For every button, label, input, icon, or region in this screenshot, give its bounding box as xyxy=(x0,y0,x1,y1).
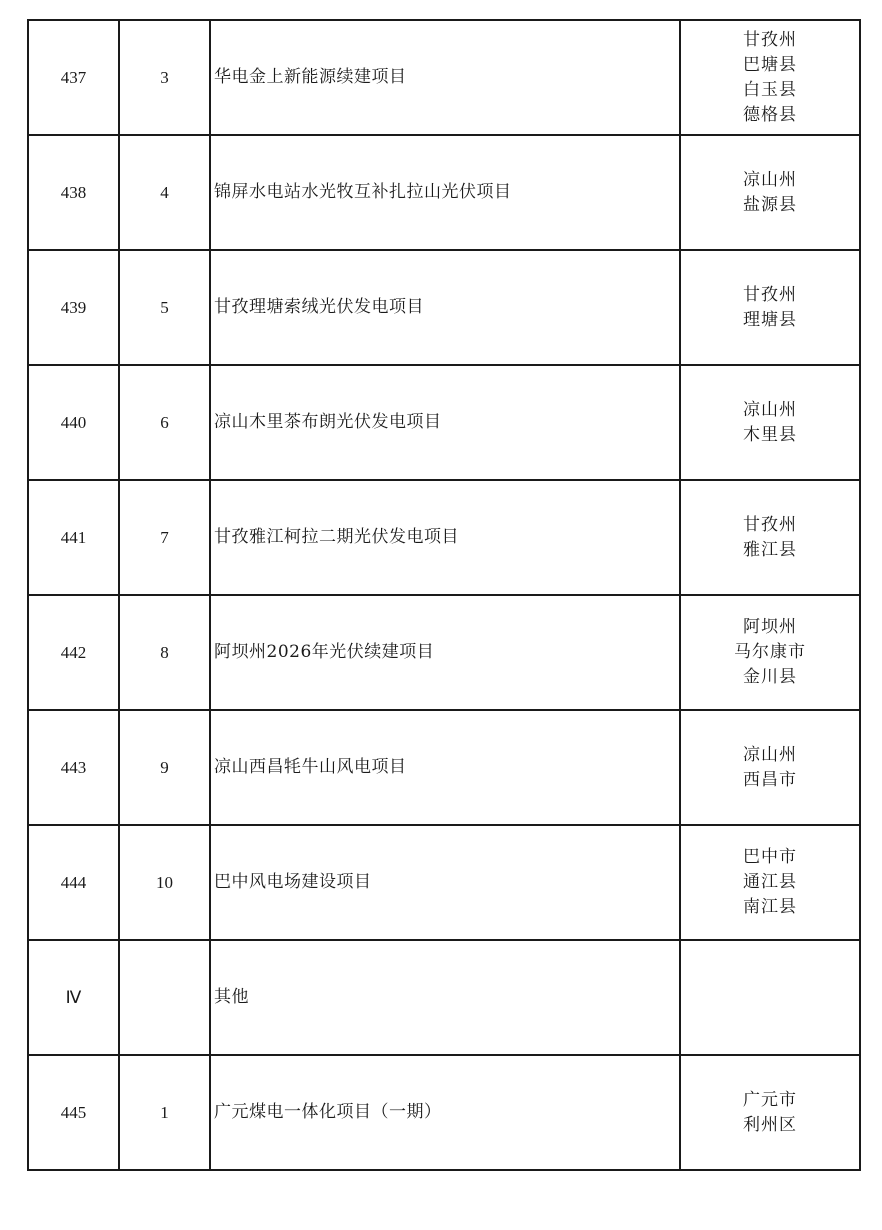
location-line: 白玉县 xyxy=(743,79,797,100)
location-line: 德格县 xyxy=(743,104,797,125)
table-row xyxy=(28,250,860,365)
global-number: 441 xyxy=(28,480,119,595)
location-line: 阿坝州 xyxy=(743,617,797,637)
sequence-number: 8 xyxy=(119,595,210,710)
project-location xyxy=(680,595,860,710)
table-row xyxy=(28,825,860,940)
table-row xyxy=(28,365,860,480)
sequence-number: 6 xyxy=(119,365,210,480)
sequence-number: 5 xyxy=(119,250,210,365)
project-table xyxy=(27,19,861,1171)
sequence-number: 10 xyxy=(119,825,210,940)
section-title: 其他 xyxy=(210,940,680,1055)
project-location xyxy=(680,1055,860,1170)
global-number: 442 xyxy=(28,595,119,710)
table-row xyxy=(28,710,860,825)
project-name: 凉山西昌牦牛山风电项目 xyxy=(210,710,680,825)
project-name: 阿坝州2026年光伏续建项目 xyxy=(210,595,680,710)
table-row xyxy=(28,940,860,1055)
location-line: 金川县 xyxy=(743,667,797,687)
table-row xyxy=(28,595,860,710)
project-location xyxy=(680,135,860,250)
project-location xyxy=(680,940,860,1055)
location-line: 理塘县 xyxy=(743,309,797,330)
project-location xyxy=(680,250,860,365)
project-name: 甘孜雅江柯拉二期光伏发电项目 xyxy=(210,480,680,595)
project-name: 凉山木里茶布朗光伏发电项目 xyxy=(210,365,680,480)
location-line: 广元市 xyxy=(743,1089,797,1110)
project-name: 巴中风电场建设项目 xyxy=(210,825,680,940)
project-name: 华电金上新能源续建项目 xyxy=(210,20,680,135)
sequence-number: 9 xyxy=(119,710,210,825)
global-number: 439 xyxy=(28,250,119,365)
global-number: 438 xyxy=(28,135,119,250)
sequence-number: 7 xyxy=(119,480,210,595)
project-location xyxy=(680,825,860,940)
table-row xyxy=(28,135,860,250)
project-name: 广元煤电一体化项目（一期） xyxy=(210,1055,680,1170)
location-line: 凉山州 xyxy=(743,399,797,420)
global-number: 444 xyxy=(28,825,119,940)
location-line: 西昌市 xyxy=(743,769,797,790)
location-line: 甘孜州 xyxy=(743,284,797,305)
sequence-number: 3 xyxy=(119,20,210,135)
project-location xyxy=(680,480,860,595)
table-row xyxy=(28,20,860,135)
location-line: 利州区 xyxy=(743,1114,797,1135)
sequence-number: 1 xyxy=(119,1055,210,1170)
location-line: 木里县 xyxy=(743,424,797,445)
location-line: 巴塘县 xyxy=(743,54,797,75)
location-line: 凉山州 xyxy=(743,744,797,765)
location-line: 南江县 xyxy=(743,897,797,917)
global-number: 443 xyxy=(28,710,119,825)
global-number: 445 xyxy=(28,1055,119,1170)
global-number: 437 xyxy=(28,20,119,135)
location-line: 通江县 xyxy=(743,872,797,892)
sequence-number: 4 xyxy=(119,135,210,250)
location-line: 雅江县 xyxy=(743,539,797,560)
table-row xyxy=(28,1055,860,1170)
location-line: 凉山州 xyxy=(743,169,797,190)
project-location xyxy=(680,710,860,825)
project-location xyxy=(680,20,860,135)
global-number: 440 xyxy=(28,365,119,480)
location-line: 盐源县 xyxy=(743,194,797,215)
section-number: Ⅳ xyxy=(28,940,119,1055)
location-line: 巴中市 xyxy=(743,847,797,867)
location-line: 甘孜州 xyxy=(743,514,797,535)
location-line: 马尔康市 xyxy=(734,642,806,662)
project-name: 甘孜理塘索绒光伏发电项目 xyxy=(210,250,680,365)
project-location xyxy=(680,365,860,480)
sequence-number xyxy=(119,940,210,1055)
location-line: 甘孜州 xyxy=(743,29,797,50)
table-row xyxy=(28,480,860,595)
project-name: 锦屏水电站水光牧互补扎拉山光伏项目 xyxy=(210,135,680,250)
